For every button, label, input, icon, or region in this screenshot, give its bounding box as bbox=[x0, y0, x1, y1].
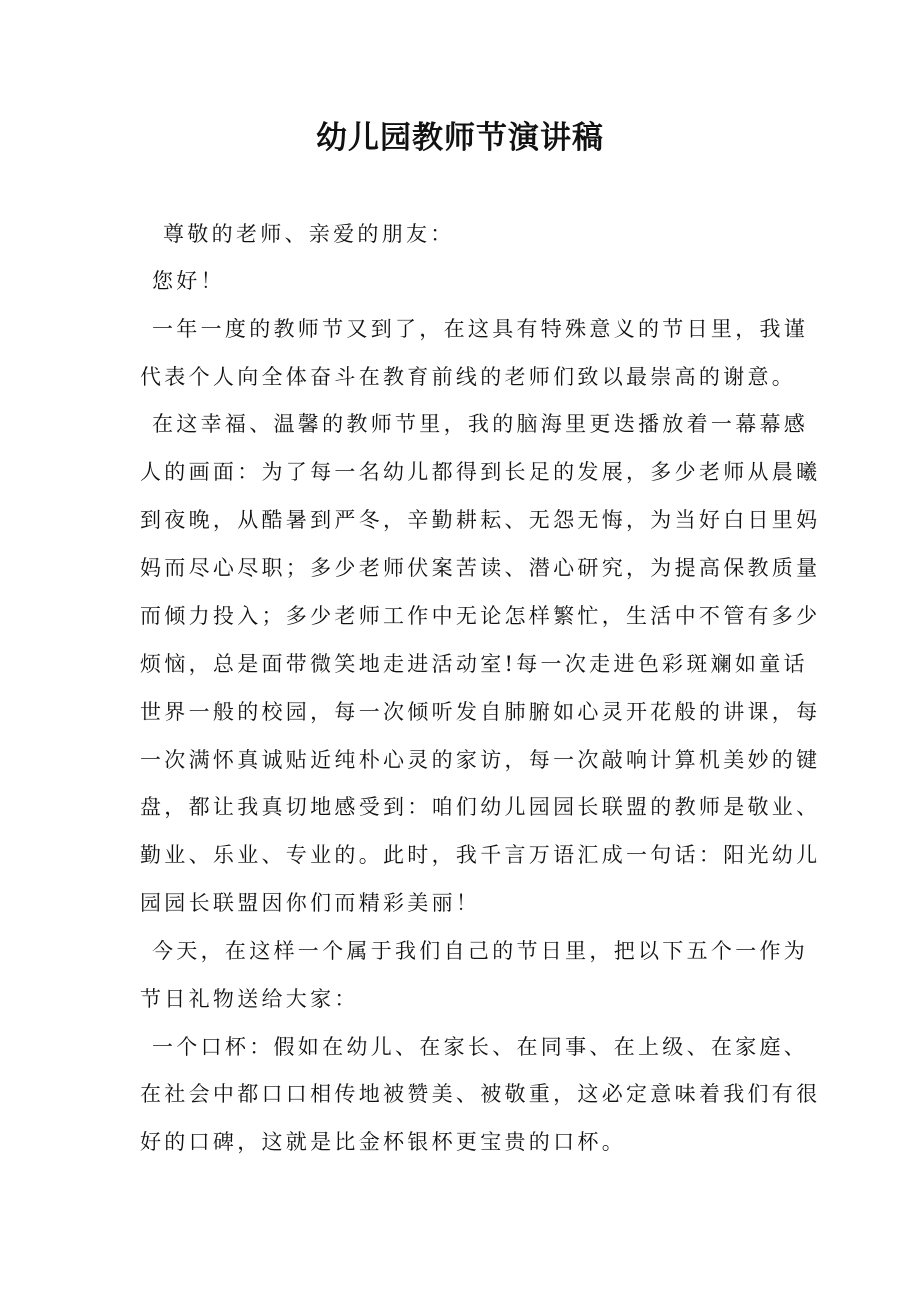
text-line: 勤业、乐业、专业的。此时，我千言万语汇成一句话：阳光幼儿 bbox=[140, 843, 821, 867]
text-line: 在社会中都口口相传地被赞美、被敬重，这必定意味着我们有很 bbox=[140, 1082, 821, 1106]
text-line: 盘，都让我真切地感受到：咱们幼儿园园长联盟的教师是敬业、 bbox=[140, 795, 821, 819]
text-line: 今天，在这样一个属于我们自己的节日里，把以下五个一作为 bbox=[152, 939, 809, 963]
document-title: 幼儿园教师节演讲稿 bbox=[316, 120, 604, 156]
text-line: 好的口碑，这就是比金杯银杯更宝贵的口杯。 bbox=[140, 1130, 626, 1154]
text-line: 一个口杯：假如在幼儿、在家长、在同事、在上级、在家庭、 bbox=[152, 1035, 809, 1059]
text-line: 尊敬的老师、亲爱的朋友： bbox=[163, 222, 455, 246]
text-line: 妈而尽心尽职；多少老师伏案苦读、潜心研究，为提高保教质量 bbox=[140, 556, 821, 580]
text-line: 而倾力投入；多少老师工作中无论怎样繁忙，生活中不管有多少 bbox=[140, 604, 821, 628]
text-line: 您好！ bbox=[152, 269, 225, 293]
text-line: 一年一度的教师节又到了，在这具有特殊意义的节日里，我谨 bbox=[152, 317, 809, 341]
text-line: 节日礼物送给大家： bbox=[140, 987, 359, 1011]
text-line: 代表个人向全体奋斗在教育前线的老师们致以最崇高的谢意。 bbox=[140, 365, 797, 389]
text-line: 到夜晚，从酷暑到严冬，辛勤耕耘、无怨无悔，为当好白日里妈 bbox=[140, 508, 821, 532]
text-line: 烦恼，总是面带微笑地走进活动室!每一次走进色彩斑斓如童话 bbox=[140, 652, 808, 676]
text-line: 一次满怀真诚贴近纯朴心灵的家访，每一次敲响计算机美妙的键 bbox=[140, 748, 821, 772]
text-line: 世界一般的校园，每一次倾听发自肺腑如心灵开花般的讲课，每 bbox=[140, 700, 821, 724]
text-line: 园园长联盟因你们而精彩美丽！ bbox=[140, 891, 481, 915]
text-line: 在这幸福、温馨的教师节里，我的脑海里更迭播放着一幕幕感 bbox=[152, 412, 809, 436]
text-line: 人的画面：为了每一名幼儿都得到长足的发展，多少老师从晨曦 bbox=[140, 460, 821, 484]
